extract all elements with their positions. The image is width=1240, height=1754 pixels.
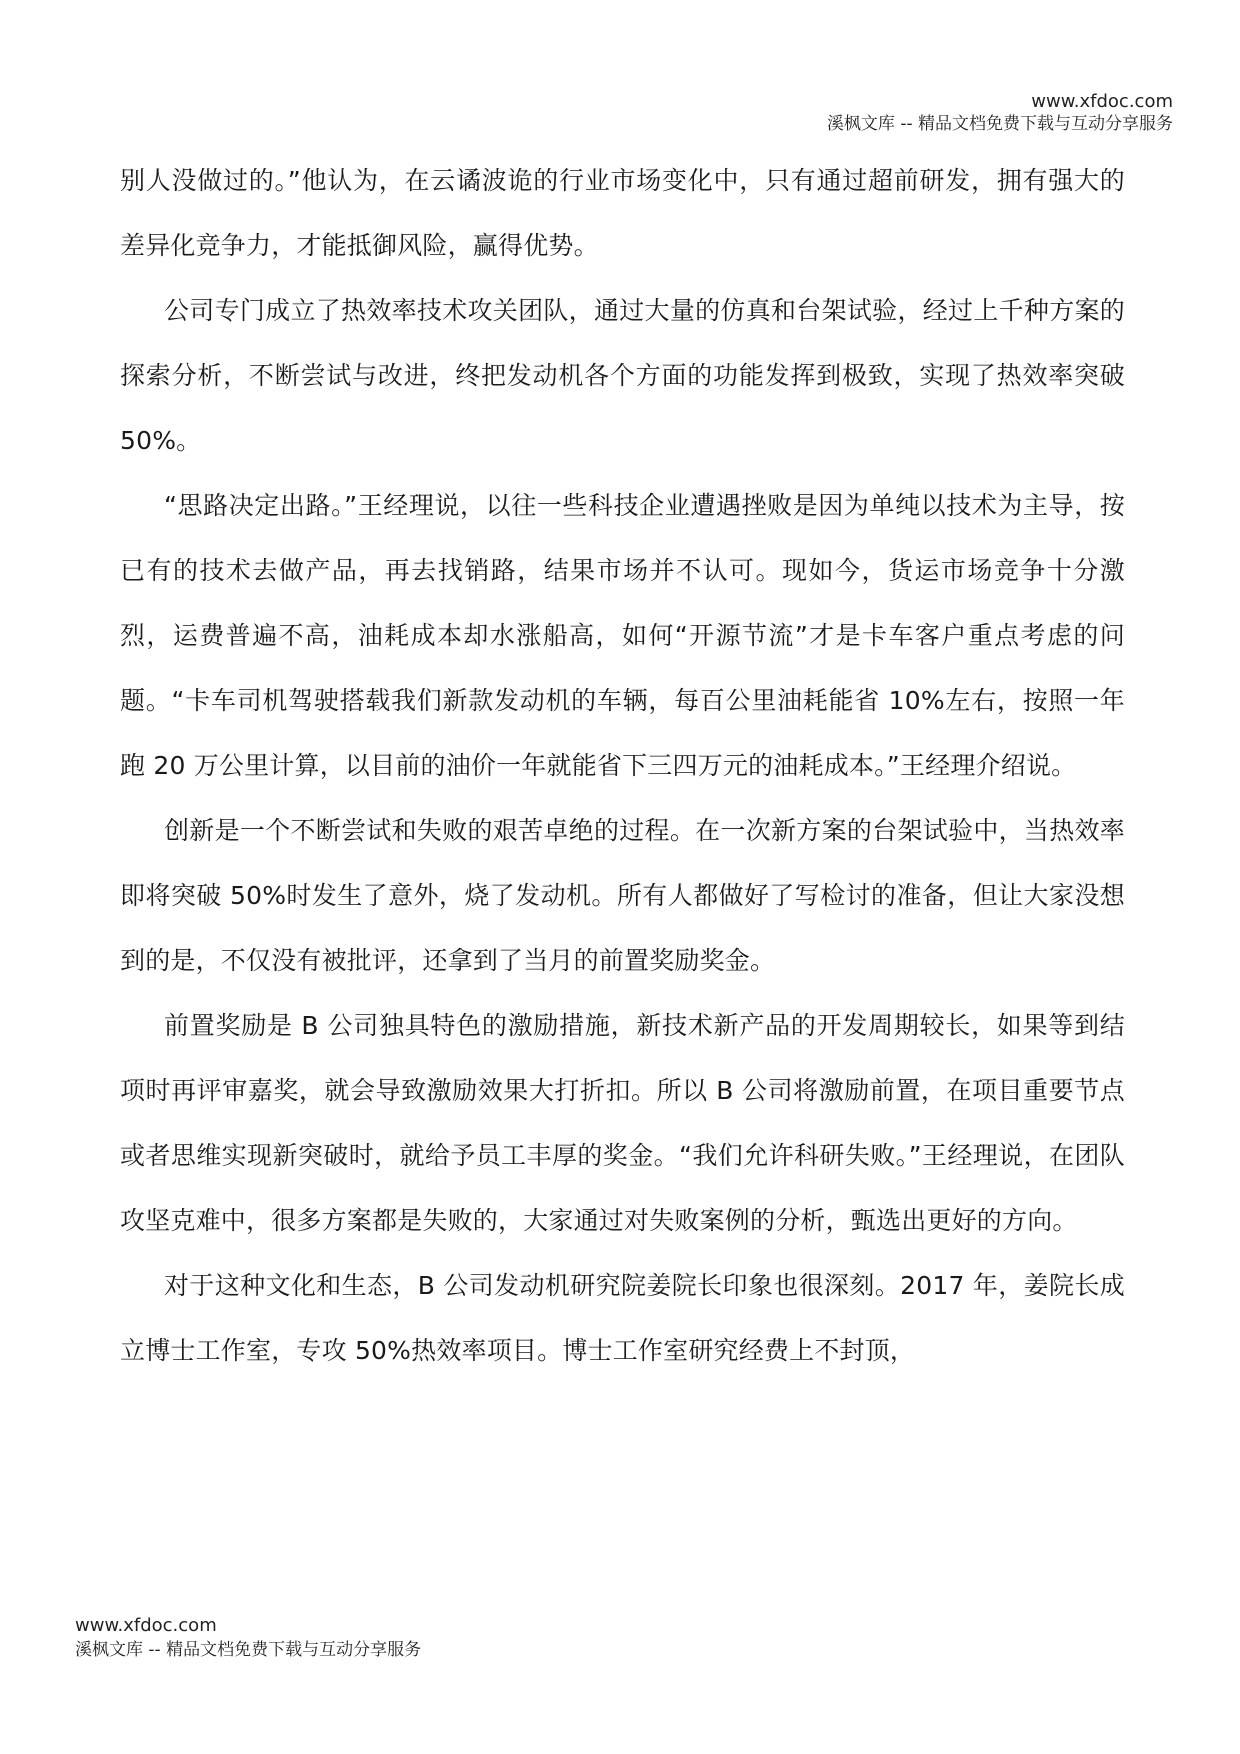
page-header xyxy=(827,90,1173,136)
paragraph: 对于这种文化和生态，B 公司发动机研究院姜院长印象也很深刻。2017 年，姜院长成立博士工作室，专攻 50%热效率项目。博士工作室研究经费上不封顶， xyxy=(120,1271,1125,1365)
paragraph: 公司专门成立了热效率技术攻关团队，通过大量的仿真和台架试验，经过上千种方案的探索分析，不断尝试与改进，终把发动机各个方面的功能发挥到极致，实现了热效率突破 50%。 xyxy=(120,296,1125,455)
page-footer xyxy=(75,1614,421,1662)
paragraph-continuation: 别人没做过的。”他认为，在云谲波诡的行业市场变化中，只有通过超前研发，拥有强大的差异化竞争力，才能抵御风险，赢得优势。 xyxy=(120,166,1125,260)
paragraph: 前置奖励是 B 公司独具特色的激励措施，新技术新产品的开发周期较长，如果等到结项时再评审嘉奖，就会导致激励效果大打折扣。所以 B 公司将激励前置，在项目重要节点或者思维实现新突破时，就给予员工丰厚的奖金。“我们允许科研失败。”王经理说，在团队攻坚克难中，很多方案都是失败的，大家通过对失败案例的分析，甄选出更好的方向。 xyxy=(120,1011,1125,1235)
header-site-url[interactable]: www.xfdoc.com xyxy=(1031,91,1173,112)
document-body xyxy=(120,148,1125,1383)
header-tagline: 溪枫文库 -- 精品文档免费下载与互动分享服务 xyxy=(826,114,1173,134)
paragraph: “思路决定出路。”王经理说，以往一些科技企业遭遇挫败是因为单纯以技术为主导，按已有的技术去做产品，再去找销路，结果市场并不认可。现如今，货运市场竞争十分激烈，运费普遍不高，油耗成本却水涨船高，如何“开源节流”才是卡车客户重点考虑的问题。“卡车司机驾驶搭载我们新款发动机的车辆，每百公里油耗能省 10%左右，按照一年跑 20 万公里计算，以目前的油价一年就能省下三四万元的油耗成本。”王经理介绍说。 xyxy=(120,491,1125,780)
footer-tagline: 溪枫文库 -- 精品文档免费下载与互动分享服务 xyxy=(75,1640,422,1660)
paragraph: 创新是一个不断尝试和失败的艰苦卓绝的过程。在一次新方案的台架试验中，当热效率即将突破 50%时发生了意外，烧了发动机。所有人都做好了写检讨的准备，但让大家没想到的是，不仅没有被批评，还拿到了当月的前置奖励奖金。 xyxy=(120,816,1125,975)
footer-site-url[interactable]: www.xfdoc.com xyxy=(75,1615,217,1636)
